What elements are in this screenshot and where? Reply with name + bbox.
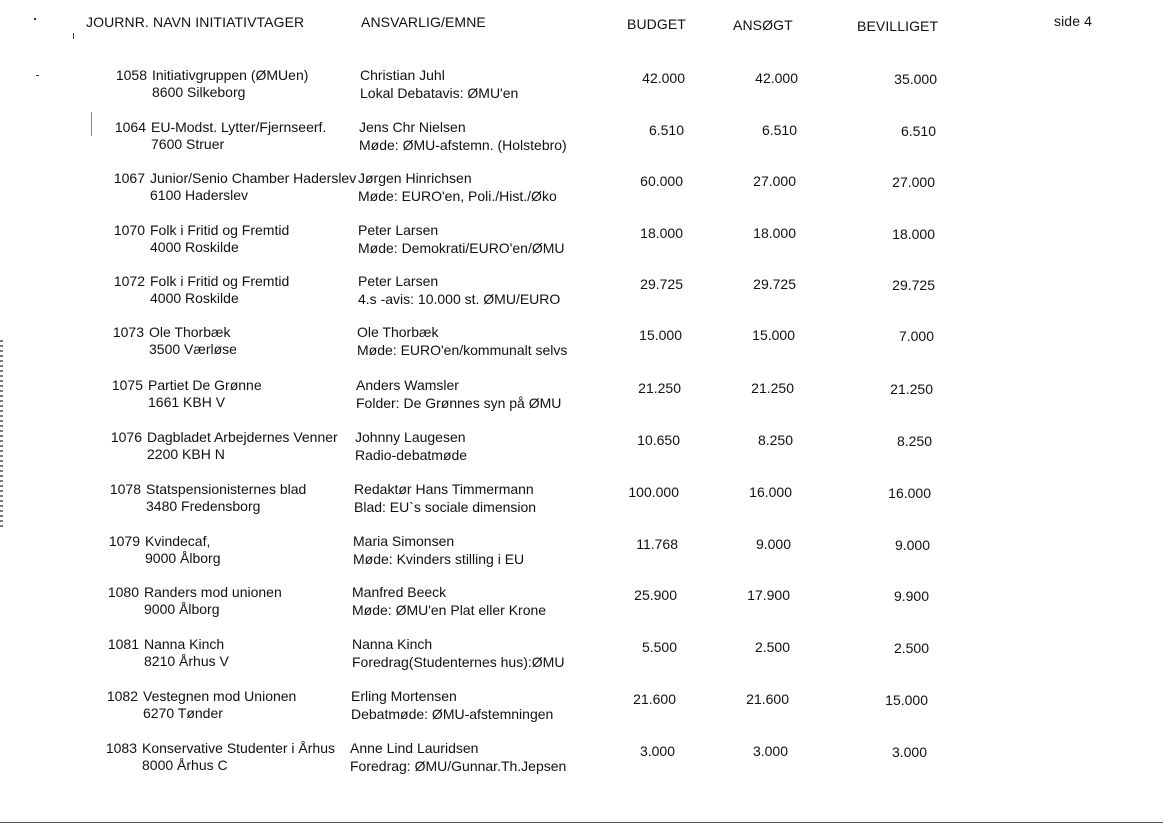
- responsible-name: Jørgen Hinrichsen: [358, 170, 472, 186]
- initiator-city: 8210 Århus V: [144, 653, 229, 669]
- journr: 1067: [113, 170, 145, 186]
- table-row: [0, 221, 1161, 261]
- header-navn: NAVN INITIATIVTAGER: [153, 14, 305, 30]
- initiator-name: Folk i Fritid og Fremtid: [150, 273, 290, 289]
- budget-value: 5.500: [641, 639, 677, 655]
- ansogt-value: 6.510: [761, 122, 797, 138]
- responsible-name: Redaktør Hans Timmermann: [354, 481, 534, 497]
- initiator-city: 3480 Fredensborg: [146, 498, 261, 514]
- table-row: [0, 376, 1159, 416]
- topic: Blad: EU`s sociale dimension: [354, 499, 537, 515]
- initiator-name: Folk i Fritid og Fremtid: [150, 222, 290, 238]
- initiator-city: 9000 Ålborg: [144, 601, 220, 617]
- journr: 1078: [109, 481, 141, 497]
- journr: 1075: [111, 377, 143, 393]
- page-number: side 4: [1054, 13, 1092, 29]
- ansogt-value: 27.000: [753, 173, 796, 189]
- header-ansvarlig: ANSVARLIG/EMNE: [361, 14, 486, 30]
- responsible-name: Anders Wamsler: [356, 377, 459, 393]
- table-row: [0, 583, 1155, 623]
- initiator-name: Initiativgruppen (ØMUen): [152, 67, 309, 83]
- journr: 1082: [106, 688, 138, 704]
- table-row: [0, 169, 1161, 209]
- bevilliget-value: 15.000: [885, 692, 928, 708]
- budget-value: 6.510: [648, 122, 684, 138]
- responsible-name: Peter Larsen: [358, 273, 439, 289]
- ansogt-value: 15.000: [752, 327, 795, 343]
- initiator-name: Dagbladet Arbejdernes Venner: [147, 429, 338, 445]
- initiator-name: Ole Thorbæk: [149, 324, 231, 340]
- topic: Debatmøde: ØMU-afstemningen: [351, 706, 554, 722]
- ansogt-value: 3.000: [752, 743, 788, 759]
- budget-value: 18.000: [640, 225, 683, 241]
- bevilliget-value: 9.000: [894, 537, 930, 553]
- table-row: [0, 272, 1161, 312]
- initiator-city: 1661 KBH V: [148, 394, 226, 410]
- topic: Lokal Debatavis: ØMU'en: [360, 85, 519, 101]
- table-row: [0, 739, 1153, 779]
- initiator-name: Vestegnen mod Unionen: [143, 688, 297, 704]
- budget-value: 15.000: [639, 327, 682, 343]
- initiator-name: Statspensionisternes blad: [146, 481, 307, 497]
- budget-value: 21.250: [638, 380, 681, 396]
- responsible-name: Anne Lind Lauridsen: [350, 740, 479, 756]
- journr: 1080: [107, 584, 139, 600]
- table-row: [0, 323, 1160, 363]
- journr: 1073: [112, 324, 144, 340]
- responsible-name: Jens Chr Nielsen: [359, 119, 466, 135]
- bevilliget-value: 16.000: [888, 485, 931, 501]
- initiator-city: 9000 Ålborg: [145, 550, 221, 566]
- topic: Møde: ØMU'en Plat eller Krone: [352, 602, 547, 618]
- bevilliget-value: 35.000: [894, 71, 937, 87]
- budget-value: 3.000: [639, 743, 675, 759]
- topic: Møde: Kvinders stilling i EU: [353, 551, 525, 567]
- budget-value: 10.650: [637, 432, 680, 448]
- ansogt-value: 2.500: [754, 639, 790, 655]
- topic: Foredrag: ØMU/Gunnar.Th.Jepsen: [350, 758, 567, 774]
- budget-value: 100.000: [628, 484, 679, 500]
- topic: Møde: Demokrati/EURO'en/ØMU: [358, 240, 565, 256]
- topic: Foredrag(Studenternes hus):ØMU: [352, 654, 565, 670]
- table-row: [0, 532, 1156, 572]
- scan-speck: [73, 33, 74, 39]
- responsible-name: Erling Mortensen: [351, 688, 457, 704]
- responsible-name: Maria Simonsen: [353, 533, 455, 549]
- bevilliget-value: 29.725: [892, 277, 935, 293]
- initiator-name: EU-Modst. Lytter/Fjernseerf.: [151, 119, 327, 135]
- bottom-rule: [0, 822, 1163, 823]
- table-row: [0, 66, 1163, 106]
- responsible-name: Nanna Kinch: [352, 636, 433, 652]
- ansogt-value: 21.250: [751, 380, 794, 396]
- initiator-city: 7600 Struer: [151, 136, 225, 152]
- initiator-city: 6270 Tønder: [143, 705, 223, 721]
- responsible-name: Peter Larsen: [358, 222, 439, 238]
- ansogt-value: 21.600: [746, 691, 789, 707]
- ansogt-value: 42.000: [755, 70, 798, 86]
- journr: 1072: [113, 273, 145, 289]
- bevilliget-value: 3.000: [891, 744, 927, 760]
- initiator-name: Junior/Senio Chamber Haderslev: [150, 170, 357, 186]
- journr: 1079: [108, 533, 140, 549]
- topic: Radio-debatmøde: [355, 447, 468, 463]
- ansogt-value: 29.725: [753, 276, 796, 292]
- initiator-name: Randers mod unionen: [144, 584, 282, 600]
- ansogt-value: 9.000: [755, 536, 791, 552]
- ansogt-value: 18.000: [753, 225, 796, 241]
- bevilliget-value: 2.500: [893, 640, 929, 656]
- ansogt-value: 16.000: [749, 484, 792, 500]
- bevilliget-value: 8.250: [896, 433, 932, 449]
- journr: 1064: [114, 119, 146, 135]
- initiator-name: Nanna Kinch: [144, 636, 225, 652]
- initiator-city: 6100 Haderslev: [150, 187, 249, 203]
- budget-value: 25.900: [634, 587, 677, 603]
- responsible-name: Manfred Beeck: [352, 584, 447, 600]
- table-row: [0, 118, 1162, 158]
- journr: 1076: [110, 429, 142, 445]
- initiator-city: 2200 KBH N: [147, 446, 225, 462]
- journr: 1070: [113, 222, 145, 238]
- initiator-city: 8600 Silkeborg: [152, 84, 246, 100]
- initiator-city: 4000 Roskilde: [150, 239, 239, 255]
- initiator-name: Konservative Studenter i Århus: [142, 740, 335, 756]
- scan-speck: [34, 18, 36, 20]
- topic: Møde: EURO'en/kommunalt selvs: [357, 342, 568, 358]
- initiator-name: Partiet De Grønne: [148, 377, 262, 393]
- budget-value: 29.725: [640, 276, 683, 292]
- header-ansogt: ANSØGT: [733, 17, 793, 33]
- budget-value: 42.000: [642, 70, 685, 86]
- header-budget: BUDGET: [627, 16, 686, 32]
- initiator-name: Kvindecaf,: [145, 533, 211, 549]
- bevilliget-value: 21.250: [890, 381, 933, 397]
- journr: 1083: [105, 740, 137, 756]
- bevilliget-value: 18.000: [892, 226, 935, 242]
- journr: 1058: [115, 67, 147, 83]
- ansogt-value: 17.900: [747, 587, 790, 603]
- bevilliget-value: 27.000: [892, 174, 935, 190]
- header-journr: JOURNR.: [86, 14, 149, 30]
- table-row: [0, 480, 1157, 520]
- responsible-name: Christian Juhl: [360, 67, 445, 83]
- initiator-city: 4000 Roskilde: [150, 290, 239, 306]
- topic: Møde: ØMU-afstemn. (Holstebro): [359, 137, 567, 153]
- table-row: [0, 687, 1154, 727]
- responsible-name: Johnny Laugesen: [355, 429, 466, 445]
- topic: 4.s -avis: 10.000 st. ØMU/EURO: [358, 291, 561, 307]
- bevilliget-value: 6.510: [900, 123, 936, 139]
- budget-value: 11.768: [636, 536, 678, 552]
- table-row: [0, 635, 1155, 675]
- initiator-city: 3500 Værløse: [149, 341, 237, 357]
- bevilliget-value: 7.000: [898, 328, 934, 344]
- journr: 1081: [107, 636, 139, 652]
- budget-value: 60.000: [640, 173, 683, 189]
- header-bevilliget: BEVILLIGET: [857, 18, 939, 34]
- topic: Møde: EURO'en, Poli./Hist./Øko: [358, 188, 557, 204]
- topic: Folder: De Grønnes syn på ØMU: [356, 395, 562, 411]
- responsible-name: Ole Thorbæk: [357, 324, 439, 340]
- budget-value: 21.600: [633, 691, 676, 707]
- initiator-city: 8000 Århus C: [142, 757, 228, 773]
- table-row: [0, 428, 1158, 468]
- bevilliget-value: 9.900: [893, 588, 929, 604]
- ansogt-value: 8.250: [757, 432, 793, 448]
